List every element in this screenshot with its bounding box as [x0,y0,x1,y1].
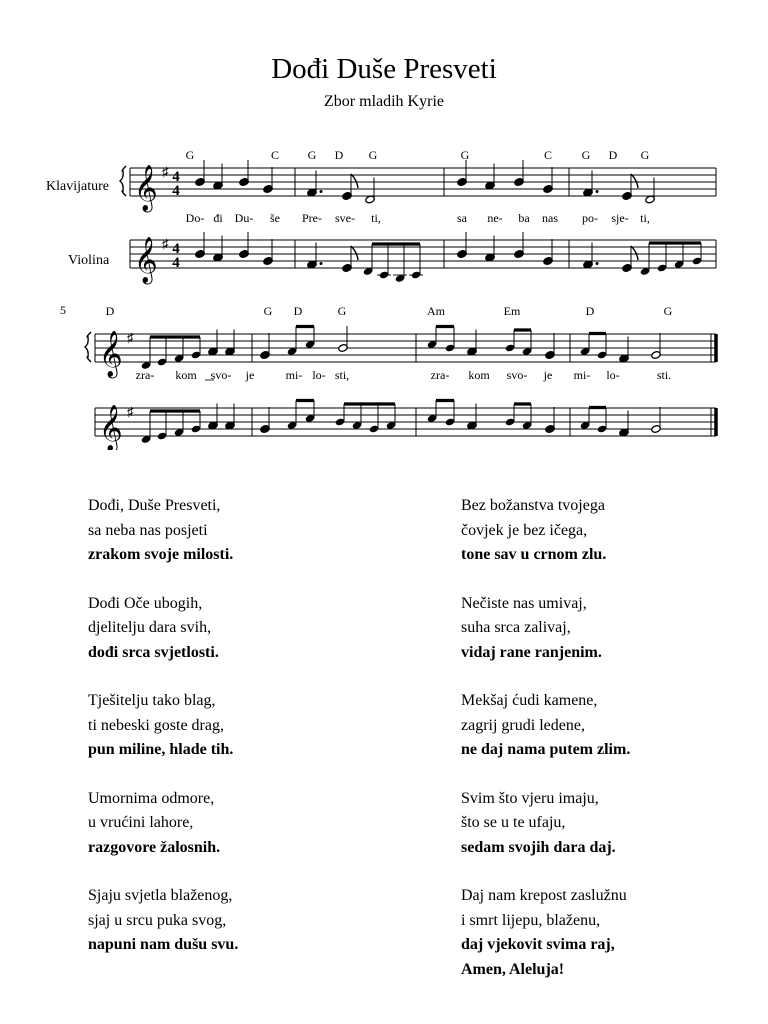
left-stanza-1 [88,494,388,568]
chord-symbol: G [307,148,317,162]
verse-refrain-line: pun miline, hlade tih. [88,741,234,758]
note-flag [351,246,358,260]
system-brace [120,166,126,196]
lyric-syllable: zra- [430,368,450,382]
lyric-syllable: lo- [606,368,620,382]
verse-refrain-line: zrakom svoje milosti. [88,546,234,563]
verse-refrain-line: dođi srca svjetlosti. [88,643,219,661]
lyric-syllable: sa [457,211,467,225]
note-flag [631,174,638,188]
time-signature-bottom: 4 [172,255,180,271]
verse-line: Dođi Oče ubogih, [88,594,203,612]
verse-line: Umornima odmore, [88,789,215,807]
lyric-syllable: Pre- [302,211,322,225]
lyric-syllable: đi [213,211,223,225]
time-signature-top: 4 [172,241,180,257]
verse-line: Sjaju svjetla blaženog, [88,887,233,904]
lyric-syllable: še [270,211,280,225]
chord-symbol: G [337,304,347,318]
verse-refrain-line: napuni nam dušu svu. [88,936,239,953]
verse-refrain-line: razgovore žalosnih. [88,838,221,856]
lyric-syllable: ti, [640,211,650,225]
verse-line: sjaj u srcu puka svog, [88,911,227,929]
note-flag [631,246,638,260]
verse-line: Tješitelju tako blag, [88,692,216,709]
left-stanza-5 [88,884,388,958]
verse-refrain-line: sedam svojih dara daj. [461,838,616,856]
verse-line: zagrij grudi ledene, [461,716,585,734]
lyric-syllable: sti. [656,368,672,382]
chord-symbol: G [581,148,591,162]
lyric-syllable: zra- [135,368,155,382]
lyric-syllable: svo- [506,368,528,382]
chord-symbol: G [460,148,470,162]
left-stanza-4 [88,787,388,861]
verse-line: djelitelju dara svih, [88,619,212,636]
lyric-syllable: mi- [285,368,303,382]
system-brace [85,332,91,362]
verse-line: suha srca zalivaj, [461,619,571,636]
lyric-syllable: Du- [234,211,254,225]
chord-symbol: G [263,304,273,318]
treble-clef-icon: 𝄞 [99,405,123,450]
lyric-syllable: Do- [185,211,205,225]
chord-symbol: C [543,148,553,162]
lyric-syllable: mi- [573,368,591,382]
lyric-syllable: lo- [312,368,326,382]
verse-line: Svim što vjeru imaju, [461,789,599,807]
instrument-label-keyboard: Klavijature [46,179,109,194]
verse-refrain-line: vidaj rane ranjenim. [461,643,602,661]
verses-left-column [88,494,388,982]
verse-refrain-line: Amen, Aleluja! [461,960,565,978]
lyric-syllable: sje- [611,211,629,225]
verse-line: i smrt lijepu, blaženu, [461,911,601,929]
sheet-music [0,0,768,450]
lyric-syllable: svo- [210,368,232,382]
verse-line: Nečiste nas umivaj, [461,594,587,612]
lyric-syllable: nas [542,211,558,225]
left-stanza-2 [88,592,388,666]
key-signature-sharp: ♯ [127,330,134,345]
song-subtitle: Zbor mladih Kyrie [324,93,444,110]
right-stanza-2 [461,592,761,666]
lyric-syllable: je [543,368,553,382]
left-stanza-3 [88,689,388,763]
verse-line: Bez božanstva tvojega [461,497,605,514]
right-stanza-4 [461,787,761,861]
instrument-label-violin: Violina [68,253,110,268]
lyric-syllable: sve- [335,211,355,225]
verse-refrain-line: tone sav u crnom zlu. [461,546,607,563]
verse-refrain-line: daj vjekovit svima raj, [461,936,615,953]
right-stanza-5 [461,884,761,982]
note-dot [320,190,323,193]
treble-clef-icon: 𝄞 [134,237,158,282]
note-dot [596,262,599,265]
note-flag [351,174,358,188]
chord-symbol: Am [427,304,445,318]
note-dot [596,190,599,193]
verse-refrain-line: ne daj nama putem zlim. [461,741,631,758]
verse-line: u vrućini lahore, [88,814,194,831]
verse-line: Daj nam krepost zaslužnu [461,887,627,904]
lyric-syllable: kom [468,368,490,382]
treble-clef-icon: 𝄞 [99,331,123,376]
verse-line: sa neba nas posjeti [88,521,208,539]
verses-right-column [461,494,761,1006]
treble-clef-icon: 𝄞 [134,165,158,210]
lyric-syllable: je [245,368,255,382]
verse-line: Dođi, Duše Presveti, [88,497,221,514]
key-signature-sharp: ♯ [127,404,134,419]
right-stanza-3 [461,689,761,763]
time-signature-bottom: 4 [172,183,180,199]
right-stanza-1 [461,494,761,568]
chord-symbol: D [334,148,344,162]
chord-symbol: D [608,148,618,162]
chord-symbol: D [293,304,303,318]
chord-symbol: G [185,148,195,162]
lyric-syllable: sti, [334,368,350,382]
verse-line: što se u te ufaju, [461,814,566,831]
chord-symbol: G [640,148,650,162]
verse-line: Mekšaj ćudi kamene, [461,692,598,709]
lyric-syllable: ne- [487,211,503,225]
chord-symbol: C [270,148,280,162]
lyric-syllable: ti, [371,211,381,225]
chord-symbol: D [585,304,595,318]
verse-line: ti nebeski goste drag, [88,716,224,734]
time-signature-top: 4 [172,169,180,185]
lyric-syllable: po- [582,211,598,225]
chord-symbol: G [368,148,378,162]
note-dot [320,262,323,265]
chord-symbol: Em [503,304,521,318]
key-signature-sharp: ♯ [162,164,169,179]
song-title: Dođi Duše Presveti [271,53,497,85]
key-signature-sharp: ♯ [162,236,169,251]
chord-symbol: G [663,304,673,318]
lyric-syllable: kom [175,368,197,382]
lyric-syllable: ba [518,211,530,225]
measure-number: 5 [60,303,66,317]
verse-line: čovjek je bez ičega, [461,521,588,539]
chord-symbol: D [105,304,115,318]
